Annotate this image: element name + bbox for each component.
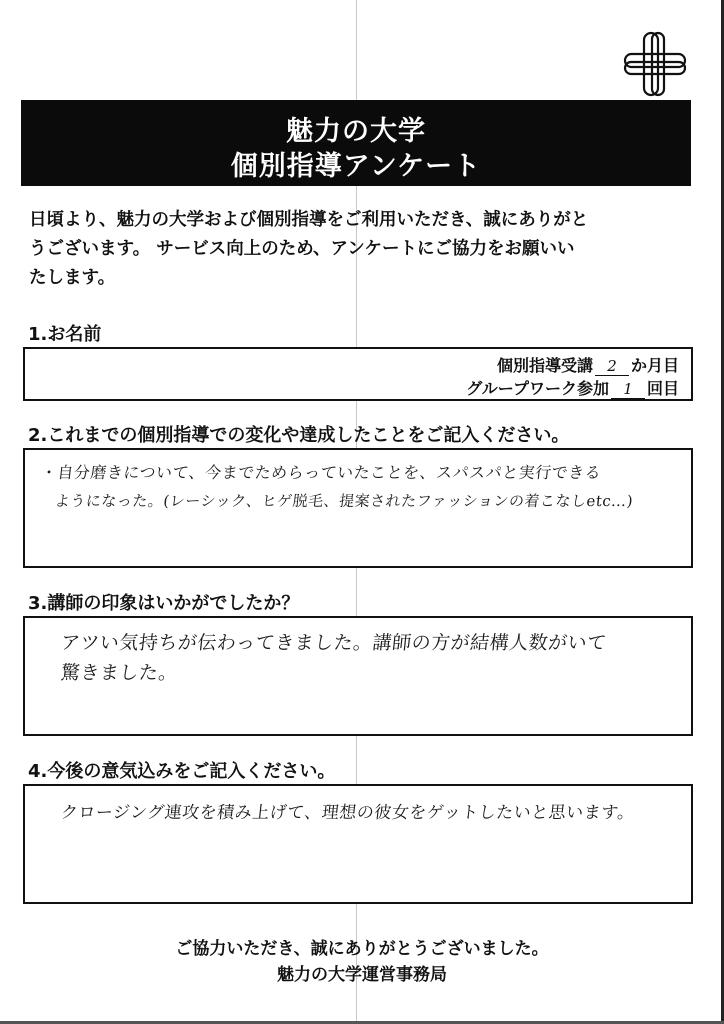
question-4-label: 4.今後の意気込みをご記入ください。	[28, 761, 336, 782]
footer-office: 魅力の大学運営事務局	[277, 965, 447, 985]
group-count-line	[466, 376, 679, 399]
group-suffix: 回目	[646, 379, 679, 398]
intro-line-1: 日頃より、魅力の大学および個別指導をご利用いただき、誠にありがと	[29, 210, 589, 230]
individual-suffix: か月目	[630, 356, 679, 375]
title-line-2: 個別指導アンケート	[230, 151, 482, 182]
question-3-answer-line-2: 驚きました。	[59, 662, 180, 684]
intro-text	[29, 206, 694, 293]
footer-thanks: ご協力いただき、誠にありがとうございました。	[175, 939, 549, 959]
question-4-answer-line-1: クロージング連攻を積み上げて、理想の彼女をゲットしたいと思います。	[59, 803, 636, 823]
individual-prefix: 個別指導受講	[496, 356, 593, 375]
question-2-label: 2.これまでの個別指導での変化や達成したことをご記入ください。	[28, 425, 570, 446]
question-2-answer-line-2: ようになった。(レーシック、ヒゲ脱毛、提案されたファッションの着こなしetc…)	[54, 492, 635, 510]
title-banner	[21, 100, 691, 186]
question-3-answer-box	[23, 616, 693, 736]
cross-logo-icon	[622, 30, 688, 98]
question-3-answer-line-1: アツい気持ちが伝わってきました。講師の方が結構人数がいて	[59, 632, 608, 654]
question-3-label: 3.講師の印象はいかがでしたか？	[28, 593, 300, 614]
title-line-1: 魅力の大学	[286, 116, 426, 147]
individual-count-line	[497, 353, 679, 376]
group-prefix: グループワーク参加	[466, 379, 609, 398]
question-2-answer-line-1: ・自分磨きについて、今までためらっていたことを、スパスパと実行できる	[39, 463, 603, 482]
question-1-label: 1.お名前	[28, 324, 102, 345]
question-2-answer-box	[23, 448, 693, 568]
name-box	[23, 347, 693, 401]
individual-count-value: 2	[595, 357, 629, 376]
intro-line-2: うございます。 サービス向上のため、アンケートにご協力をお願いい	[29, 239, 575, 259]
group-count-value: 1	[611, 380, 645, 399]
question-4-answer-box	[23, 784, 693, 904]
intro-line-3: たします。	[29, 268, 116, 288]
